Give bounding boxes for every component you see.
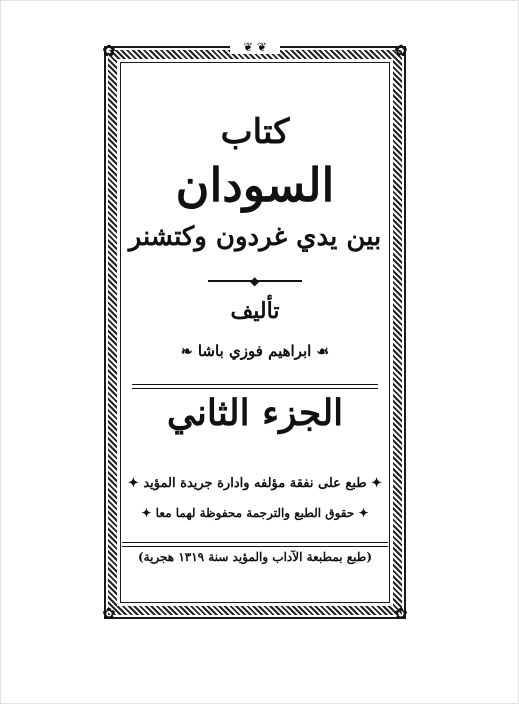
printing-note-line xyxy=(122,476,388,491)
subtitle: بين يدي غردون وكتشنر xyxy=(128,222,382,252)
corner-ornament-icon: ✿ xyxy=(102,604,116,623)
bullet-left-icon: ✦ xyxy=(141,506,152,520)
title-page-content xyxy=(122,66,388,601)
corner-ornament-icon: ✿ xyxy=(394,604,408,623)
rights-note: حقوق الطبع والترجمة محفوظة لهما معا xyxy=(155,506,355,520)
top-fleuron-icon: ❦ ❦ xyxy=(230,40,280,54)
corner-ornament-icon: ✿ xyxy=(394,41,408,60)
press-imprint: (طبع بمطبعة الآداب والمؤيد سنة ١٣١٩ هجرية) xyxy=(137,550,373,564)
author-line xyxy=(122,342,388,360)
author-name: ابراهيم فوزي باشا xyxy=(197,342,312,360)
rights-line xyxy=(122,506,388,520)
authored-by-label: تأليف xyxy=(230,298,280,324)
rule-dot-icon: ◆ xyxy=(250,274,260,288)
section-divider xyxy=(132,384,378,389)
printing-note: طبع على نفقة مؤلفه وادارة جريدة المؤيد xyxy=(143,476,367,491)
corner-ornament-icon: ✿ xyxy=(102,41,116,60)
volume-title: الجزء الثاني xyxy=(166,392,344,434)
fleuron-left-icon: ❧ xyxy=(180,344,193,360)
fleuron-right-icon: ☙ xyxy=(316,344,330,360)
bullet-right-icon: ✦ xyxy=(358,506,369,520)
book-label: كتاب xyxy=(220,112,290,152)
bullet-right-icon: ✦ xyxy=(371,476,383,491)
bullet-left-icon: ✦ xyxy=(127,476,139,491)
main-title: السودان xyxy=(175,158,335,212)
press-divider xyxy=(122,542,388,547)
